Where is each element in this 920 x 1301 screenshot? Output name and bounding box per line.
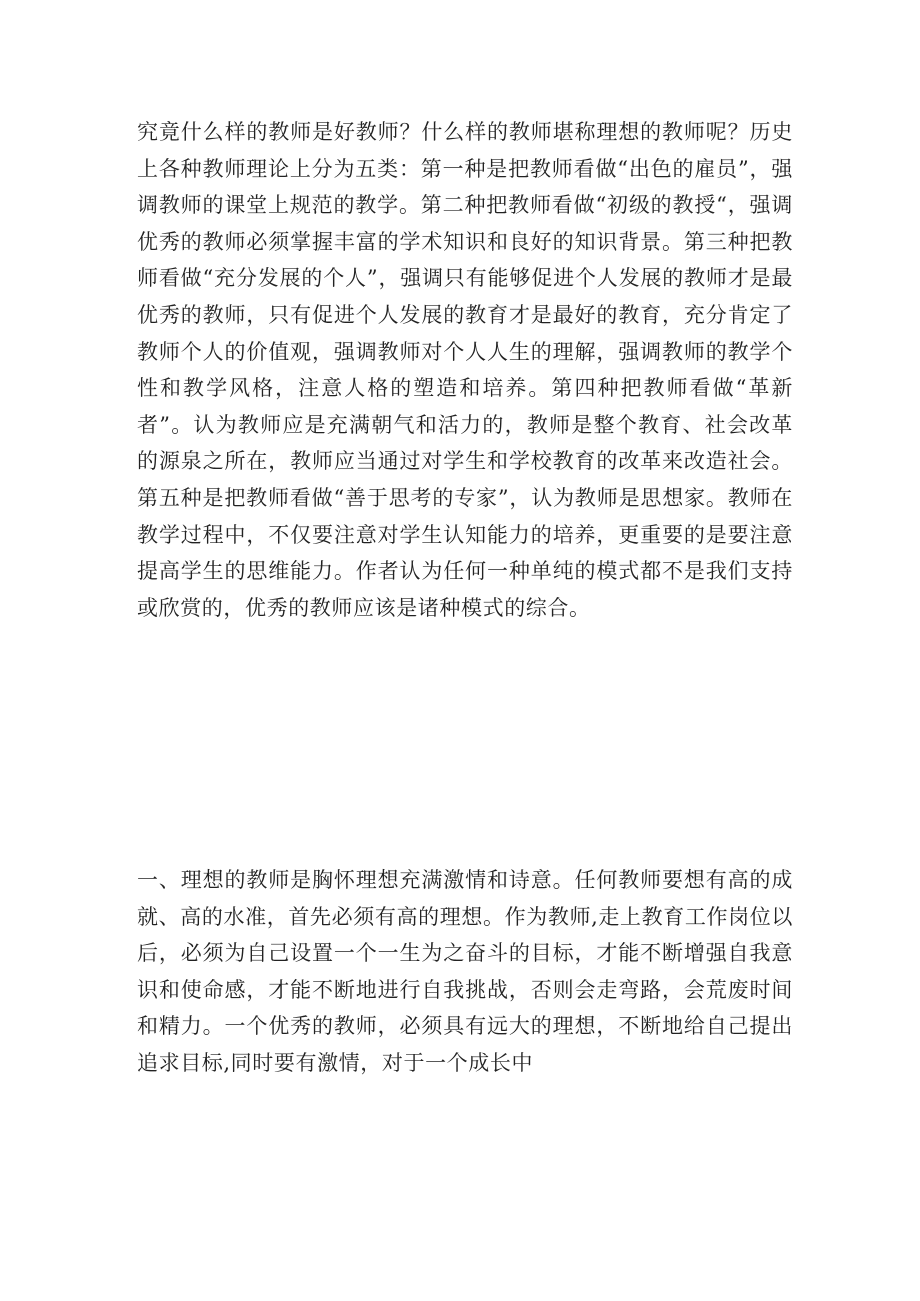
paragraph-intro: 究竟什么样的教师是好教师？什么样的教师堪称理想的教师呢？历史上各种教师理论上分为五类：第一种是把教师看做“出色的雇员”，强调教师的课堂上规范的教学。第二种把教师看做“初级的教授“，强调优秀的教师必须掌握丰富的学术知识和良好的知识背景。第三种把教师看做“充分发展的个人”，强调只有能够促进个人发展的教师才是最优秀的教师，只有促进个人发展的教育才是最好的教育，充分肯定了教师个人的价值观，强调教师对个人人生的理解，强调教师的教学个性和教学风格，注意人格的塑造和培养。第四种把教师看做“革新者”。认为教师应是充满朝气和活力的，教师是整个教育、社会改革的源泉之所在，教师应当通过对学生和学校教育的改革来改造社会。第五种是把教师看做“善于思考的专家”，认为教师是思想家。教师在教学过程中，不仅要注意对学生认知能力的培养，更重要的是要注意提高学生的思维能力。作者认为任何一种单纯的模式都不是我们支持或欣赏的，优秀的教师应该是诸种模式的综合。	[137, 120, 793, 620]
paragraph-section-one: 一、理想的教师是胸怀理想充满激情和诗意。任何教师要想有高的成就、高的水准，首先必须有高的理想。作为教师,走上教育工作岗位以后，必须为自己设置一个一生为之奋斗的目标，才能不断增强自我意识和使命感，才能不断地进行自我挑战，否则会走弯路，会荒废时间和精力。一个优秀的教师，必须具有远大的理想，不断地给自己提出追求目标,同时要有激情，对于一个成长中	[137, 868, 793, 1075]
